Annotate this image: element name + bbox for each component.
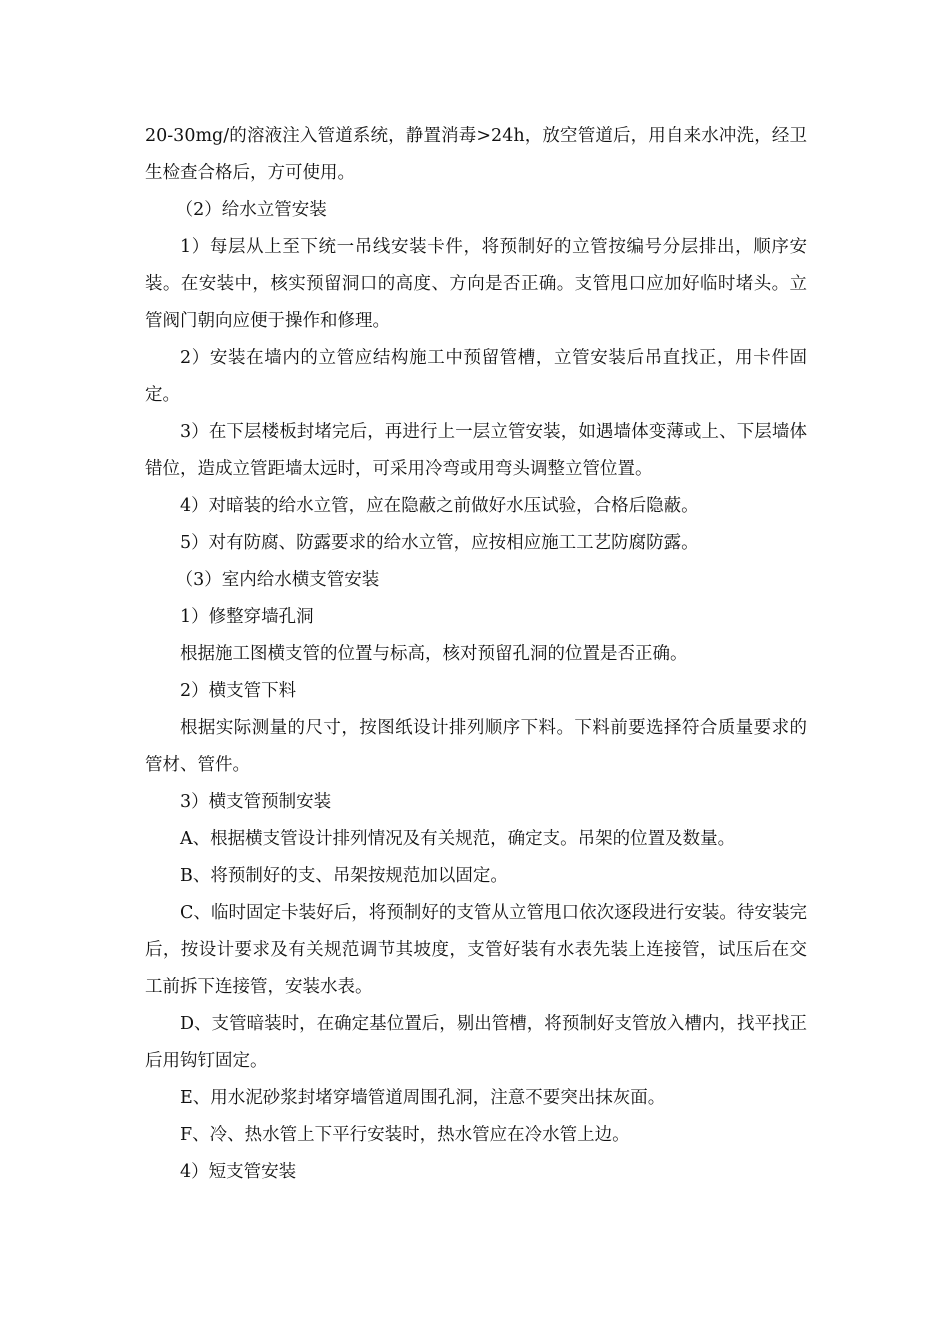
paragraph-riser-step-5: 5）对有防腐、防露要求的给水立管，应按相应施工工艺防腐防露。: [180, 533, 699, 553]
subheading-short-branch: 4）短支管安装: [180, 1162, 297, 1182]
subheading-trim-wall-holes: 1）修整穿墙孔洞: [180, 607, 314, 627]
paragraph-riser-step-3: 3）在下层楼板封堵完后，再进行上一层立管安装，如遇墙体变薄或上、下层墙体错位，造成立管距墙太远时，可采用冷弯或用弯头调整立管位置。: [145, 422, 807, 479]
paragraph-cutting-details: 根据实际测量的尺寸，按图纸设计排列顺序下料。下料前要选择符合质量要求的管材、管件。: [145, 718, 807, 775]
heading-riser-installation: （2）给水立管安装: [175, 200, 327, 220]
paragraph-item-b: B、将预制好的支、吊架按规范加以固定。: [180, 866, 508, 886]
document-body: [145, 118, 807, 1191]
paragraph-item-c: C、临时固定卡装好后，将预制好的支管从立管甩口依次逐段进行安装。待安装完后，按设计要求及有关规范调节其坡度，支管好装有水表先装上连接管，试压后在交工前拆下连接管，安装水表。: [145, 903, 807, 997]
paragraph-item-d: D、支管暗装时，在确定基位置后，剔出管槽，将预制好支管放入槽内，找平找正后用钩钉固定。: [145, 1014, 807, 1071]
paragraph-riser-step-4: 4）对暗装的给水立管，应在隐蔽之前做好水压试验，合格后隐蔽。: [180, 496, 699, 516]
paragraph-item-f: F、冷、热水管上下平行安装时，热水管应在冷水管上边。: [180, 1125, 630, 1145]
paragraph-riser-step-2: 2）安装在墙内的立管应结构施工中预留管槽，立管安装后吊直找正，用卡件固定。: [145, 348, 807, 405]
paragraph-item-e: E、用水泥砂浆封堵穿墙管道周围孔洞，注意不要突出抹灰面。: [180, 1088, 666, 1108]
paragraph-disinfection-continuation: 20-30mg/的溶液注入管道系统，静置消毒>24h，放空管道后，用自来水冲洗，经卫生检查合格后，方可使用。: [145, 126, 807, 183]
paragraph-riser-step-1: 1）每层从上至下统一吊线安装卡件，将预制好的立管按编号分层排出，顺序安装。在安装中，核实预留洞口的高度、方向是否正确。支管甩口应加好临时堵头。立管阀门朝向应便于操作和修理。: [145, 237, 807, 331]
paragraph-check-reserved-holes: 根据施工图横支管的位置与标高，核对预留孔洞的位置是否正确。: [180, 644, 688, 664]
subheading-branch-cutting: 2）横支管下料: [180, 681, 297, 701]
paragraph-item-a: A、根据横支管设计排列情况及有关规范，确定支。吊架的位置及数量。: [180, 829, 736, 849]
heading-branch-installation: （3）室内给水横支管安装: [175, 570, 380, 590]
subheading-branch-prefab: 3）横支管预制安装: [180, 792, 332, 812]
